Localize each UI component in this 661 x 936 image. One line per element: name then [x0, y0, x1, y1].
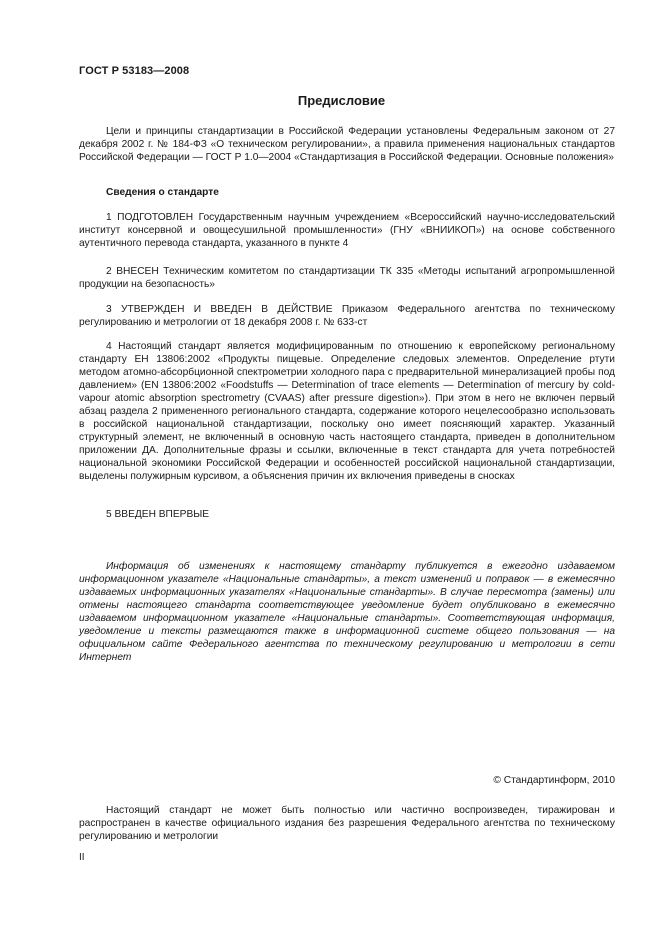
item-1-paragraph: 1 ПОДГОТОВЛЕН Государственным научным учреждением «Всероссийский научно-исследовательский институт консервной и овощесушильной промышленности» (ГНУ «ВНИИКОП») на основе собственного аутентичного перевода стандарта, указанного в пункте 4: [79, 212, 615, 249]
info-notice-paragraph: Информация об изменениях к настоящему стандарту публикуется в ежегодно издаваемом информационном указателе «Национальные стандарты», а текст изменений и поправок — в ежемесячно издаваемых информационных указателях «Национальные стандарты». В случае пересмотра (замены) или отмены настоящего стандарта соответствующее уведомление будет опубликовано в ежемесячно издаваемом информационном указателе «Национальные стандарты». Соответствующая информация, уведомление и тексты размещаются также в информационной системе общего пользования — на официальном сайте Федерального агентства по техническому регулированию и метрологии в сети Интернет: [79, 561, 615, 663]
page-title: Предисловие: [297, 93, 386, 108]
item-4-paragraph: 4 Настоящий стандарт является модифицированным по отношению к европейскому региональному стандарту ЕН 13806:2002 «Продукты пищевые. Определение следовых элементов. Определение ртути методом атомно-абсорбционной спектрометрии холодного пара с предварительной минерализацией пробы под давлением» (EN 13806:2002 «Foodstuffs — Determination of trace elements — Determination of mercury by cold-vapour atomic absorption spectrometry (CVAAS) after pressure digestion»). При этом в него не включен первый абзац раздела 2 примененного регионального стандарта, содержание которого нецелесообразно использовать в российской национальной стандартизации, поскольку оно имеет поясняющий характер. Указанный структурный элемент, не включенный в основную часть настоящего стандарта, приведен в дополнительном приложении ДА. Дополнительные фразы и ссылки, включенные в текст стандарта для учета потребностей национальной экономики Российской Федерации и особенностей российской национальной стандартизации, выделены полужирным курсивом, а объяснения причин их включения приведены в сносках: [79, 341, 615, 482]
copyright-notice: © Стандартинформ, 2010: [493, 775, 615, 786]
item-5-paragraph: 5 ВВЕДЕН ВПЕРВЫЕ: [106, 509, 210, 520]
reproduction-notice-paragraph: Настоящий стандарт не может быть полностью или частично воспроизведен, тиражирован и распространен в качестве официального издания без разрешения Федерального агентства по техническому регулированию и метрологии: [79, 805, 615, 842]
item-2-paragraph: 2 ВНЕСЕН Техническим комитетом по стандартизации ТК 335 «Методы испытаний агропромышленной продукции на безопасность»: [79, 266, 615, 290]
document-code: ГОСТ Р 53183—2008: [79, 65, 190, 77]
intro-paragraph: Цели и принципы стандартизации в Российской Федерации установлены Федеральным законом от 27 декабря 2002 г. № 184-ФЗ «О техническом регулировании», а правила применения национальных стандартов Российской Федерации — ГОСТ Р 1.0—2004 «Стандартизация в Российской Федерации. Основные положения»: [79, 126, 615, 163]
page-number: II: [79, 852, 85, 863]
item-3-paragraph: 3 УТВЕРЖДЕН И ВВЕДЕН В ДЕЙСТВИЕ Приказом Федерального агентства по техническому регулированию и метрологии от 18 декабря 2008 г. № 633-ст: [79, 304, 615, 328]
section-heading: Сведения о стандарте: [106, 187, 219, 198]
